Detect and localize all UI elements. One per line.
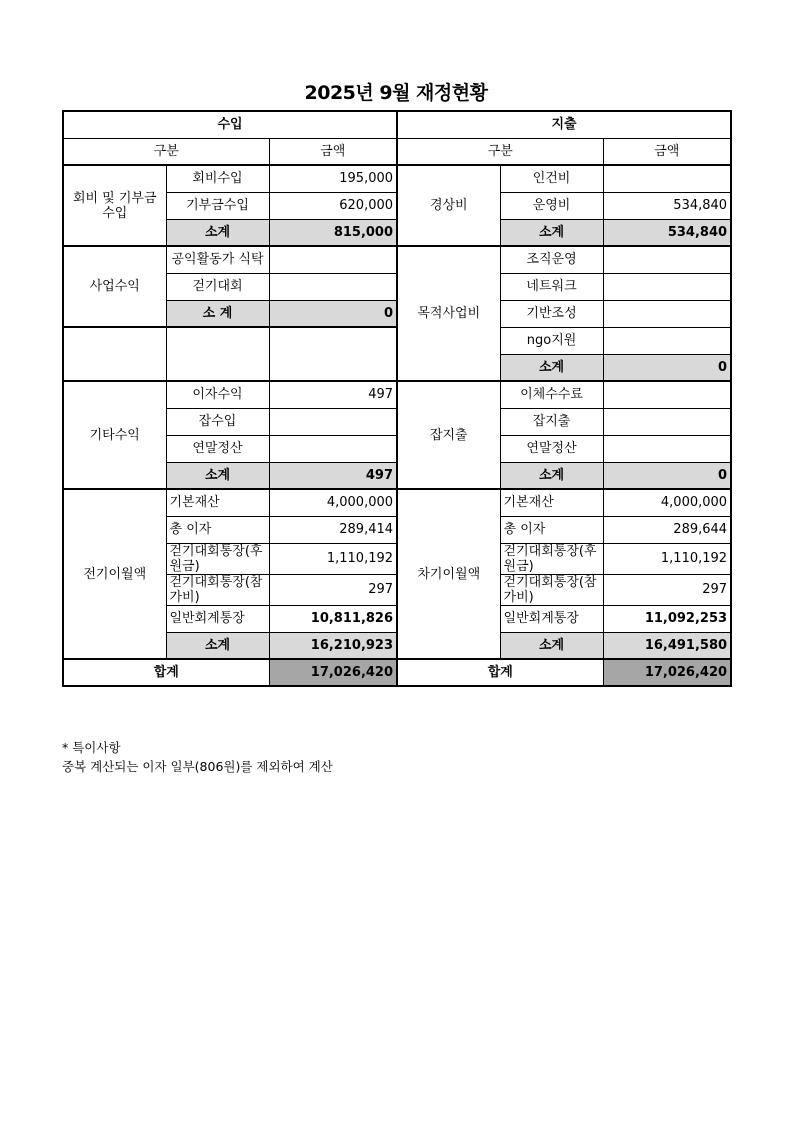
misc-income-amount — [269, 408, 397, 435]
prev-subtotal-label: 소계 — [166, 632, 269, 659]
ngo-support-label: ngo지원 — [500, 327, 603, 354]
expense-year-end-label: 연말정산 — [500, 435, 603, 462]
next-total-interest-label: 총 이자 — [500, 516, 603, 543]
operating-subtotal-amount: 534,840 — [603, 219, 731, 246]
next-subtotal-label: 소계 — [500, 632, 603, 659]
misc-subtotal-label: 소계 — [500, 462, 603, 489]
income-amount-header: 금액 — [269, 138, 397, 165]
empty-cell — [269, 327, 397, 381]
misc-income-label: 잡수입 — [166, 408, 269, 435]
next-carryover-label: 차기이월액 — [397, 489, 500, 659]
expense-total-amount: 17,026,420 — [603, 659, 731, 686]
other-group-label: 기타수익 — [63, 381, 166, 489]
personnel-amount — [603, 165, 731, 192]
misc-expense-label: 잡지출 — [500, 408, 603, 435]
next-walk-fee-label: 걷기대회통장(참가비) — [500, 574, 603, 605]
notes-line: 중복 계산되는 이자 일부(806원)를 제외하여 계산 — [62, 759, 333, 774]
income-year-end-label: 연말정산 — [166, 435, 269, 462]
operations-label: 운영비 — [500, 192, 603, 219]
table-row — [63, 246, 731, 273]
operating-subtotal-label: 소계 — [500, 219, 603, 246]
next-general-account-label: 일반회계통장 — [500, 605, 603, 632]
foundation-label: 기반조성 — [500, 300, 603, 327]
misc-subtotal-amount: 0 — [603, 462, 731, 489]
next-general-account-amount: 11,092,253 — [603, 605, 731, 632]
next-basic-asset-amount: 4,000,000 — [603, 489, 731, 516]
prev-walk-fee-label: 걷기대회통장(참가비) — [166, 574, 269, 605]
membership-subtotal-label: 소계 — [166, 219, 269, 246]
purpose-group-label: 목적사업비 — [397, 246, 500, 381]
prev-basic-asset-label: 기본재산 — [166, 489, 269, 516]
prev-carryover-label: 전기이월액 — [63, 489, 166, 659]
other-subtotal-label: 소계 — [166, 462, 269, 489]
prev-total-interest-label: 총 이자 — [166, 516, 269, 543]
public-meal-label: 공익활동가 식탁 — [166, 246, 269, 273]
next-total-interest-amount: 289,644 — [603, 516, 731, 543]
finance-table — [62, 110, 732, 687]
next-walk-fee-amount: 297 — [603, 574, 731, 605]
walking-event-label: 걷기대회 — [166, 273, 269, 300]
expense-total-label: 합계 — [397, 659, 603, 686]
misc-group-label: 잡지출 — [397, 381, 500, 489]
org-management-amount — [603, 246, 731, 273]
network-amount — [603, 273, 731, 300]
next-walk-sponsor-amount: 1,110,192 — [603, 543, 731, 574]
prev-walk-sponsor-label: 걷기대회통장(후원금) — [166, 543, 269, 574]
next-subtotal-amount: 16,491,580 — [603, 632, 731, 659]
purpose-subtotal-amount: 0 — [603, 354, 731, 381]
purpose-subtotal-label: 소계 — [500, 354, 603, 381]
donation-label: 기부금수입 — [166, 192, 269, 219]
membership-group-label: 회비 및 기부금 수입 — [63, 165, 166, 246]
prev-general-account-amount: 10,811,826 — [269, 605, 397, 632]
income-category-header: 구분 — [63, 138, 269, 165]
interest-label: 이자수익 — [166, 381, 269, 408]
public-meal-amount — [269, 246, 397, 273]
table-row — [63, 489, 731, 516]
transfer-fee-label: 이체수수료 — [500, 381, 603, 408]
table-row — [63, 381, 731, 408]
membership-subtotal-amount: 815,000 — [269, 219, 397, 246]
prev-walk-sponsor-amount: 1,110,192 — [269, 543, 397, 574]
walking-event-amount — [269, 273, 397, 300]
ngo-support-amount — [603, 327, 731, 354]
org-management-label: 조직운영 — [500, 246, 603, 273]
network-label: 네트워크 — [500, 273, 603, 300]
next-basic-asset-label: 기본재산 — [500, 489, 603, 516]
empty-cell — [63, 327, 166, 381]
income-header: 수입 — [63, 111, 397, 138]
expense-category-header: 구분 — [397, 138, 603, 165]
membership-fee-amount: 195,000 — [269, 165, 397, 192]
prev-total-interest-amount: 289,414 — [269, 516, 397, 543]
total-row — [63, 659, 731, 686]
income-total-amount: 17,026,420 — [269, 659, 397, 686]
expense-amount-header: 금액 — [603, 138, 731, 165]
next-walk-sponsor-label: 걷기대회통장(후원금) — [500, 543, 603, 574]
operating-group-label: 경상비 — [397, 165, 500, 246]
notes-heading: * 특이사항 — [62, 740, 121, 755]
prev-subtotal-amount: 16,210,923 — [269, 632, 397, 659]
prev-general-account-label: 일반회계통장 — [166, 605, 269, 632]
special-notes — [62, 738, 333, 776]
membership-fee-label: 회비수입 — [166, 165, 269, 192]
prev-walk-fee-amount: 297 — [269, 574, 397, 605]
empty-cell — [166, 327, 269, 381]
foundation-amount — [603, 300, 731, 327]
prev-basic-asset-amount: 4,000,000 — [269, 489, 397, 516]
expense-header: 지출 — [397, 111, 731, 138]
transfer-fee-amount — [603, 381, 731, 408]
header-row-sections — [63, 111, 731, 138]
business-group-label: 사업수익 — [63, 246, 166, 327]
page-title: 2025년 9월 재정현황 — [304, 82, 488, 104]
personnel-label: 인건비 — [500, 165, 603, 192]
other-subtotal-amount: 497 — [269, 462, 397, 489]
interest-amount: 497 — [269, 381, 397, 408]
table-row — [63, 165, 731, 192]
operations-amount: 534,840 — [603, 192, 731, 219]
misc-expense-amount — [603, 408, 731, 435]
income-total-label: 합계 — [63, 659, 269, 686]
header-row-columns — [63, 138, 731, 165]
business-subtotal-amount: 0 — [269, 300, 397, 327]
donation-amount: 620,000 — [269, 192, 397, 219]
income-year-end-amount — [269, 435, 397, 462]
expense-year-end-amount — [603, 435, 731, 462]
business-subtotal-label: 소 계 — [166, 300, 269, 327]
